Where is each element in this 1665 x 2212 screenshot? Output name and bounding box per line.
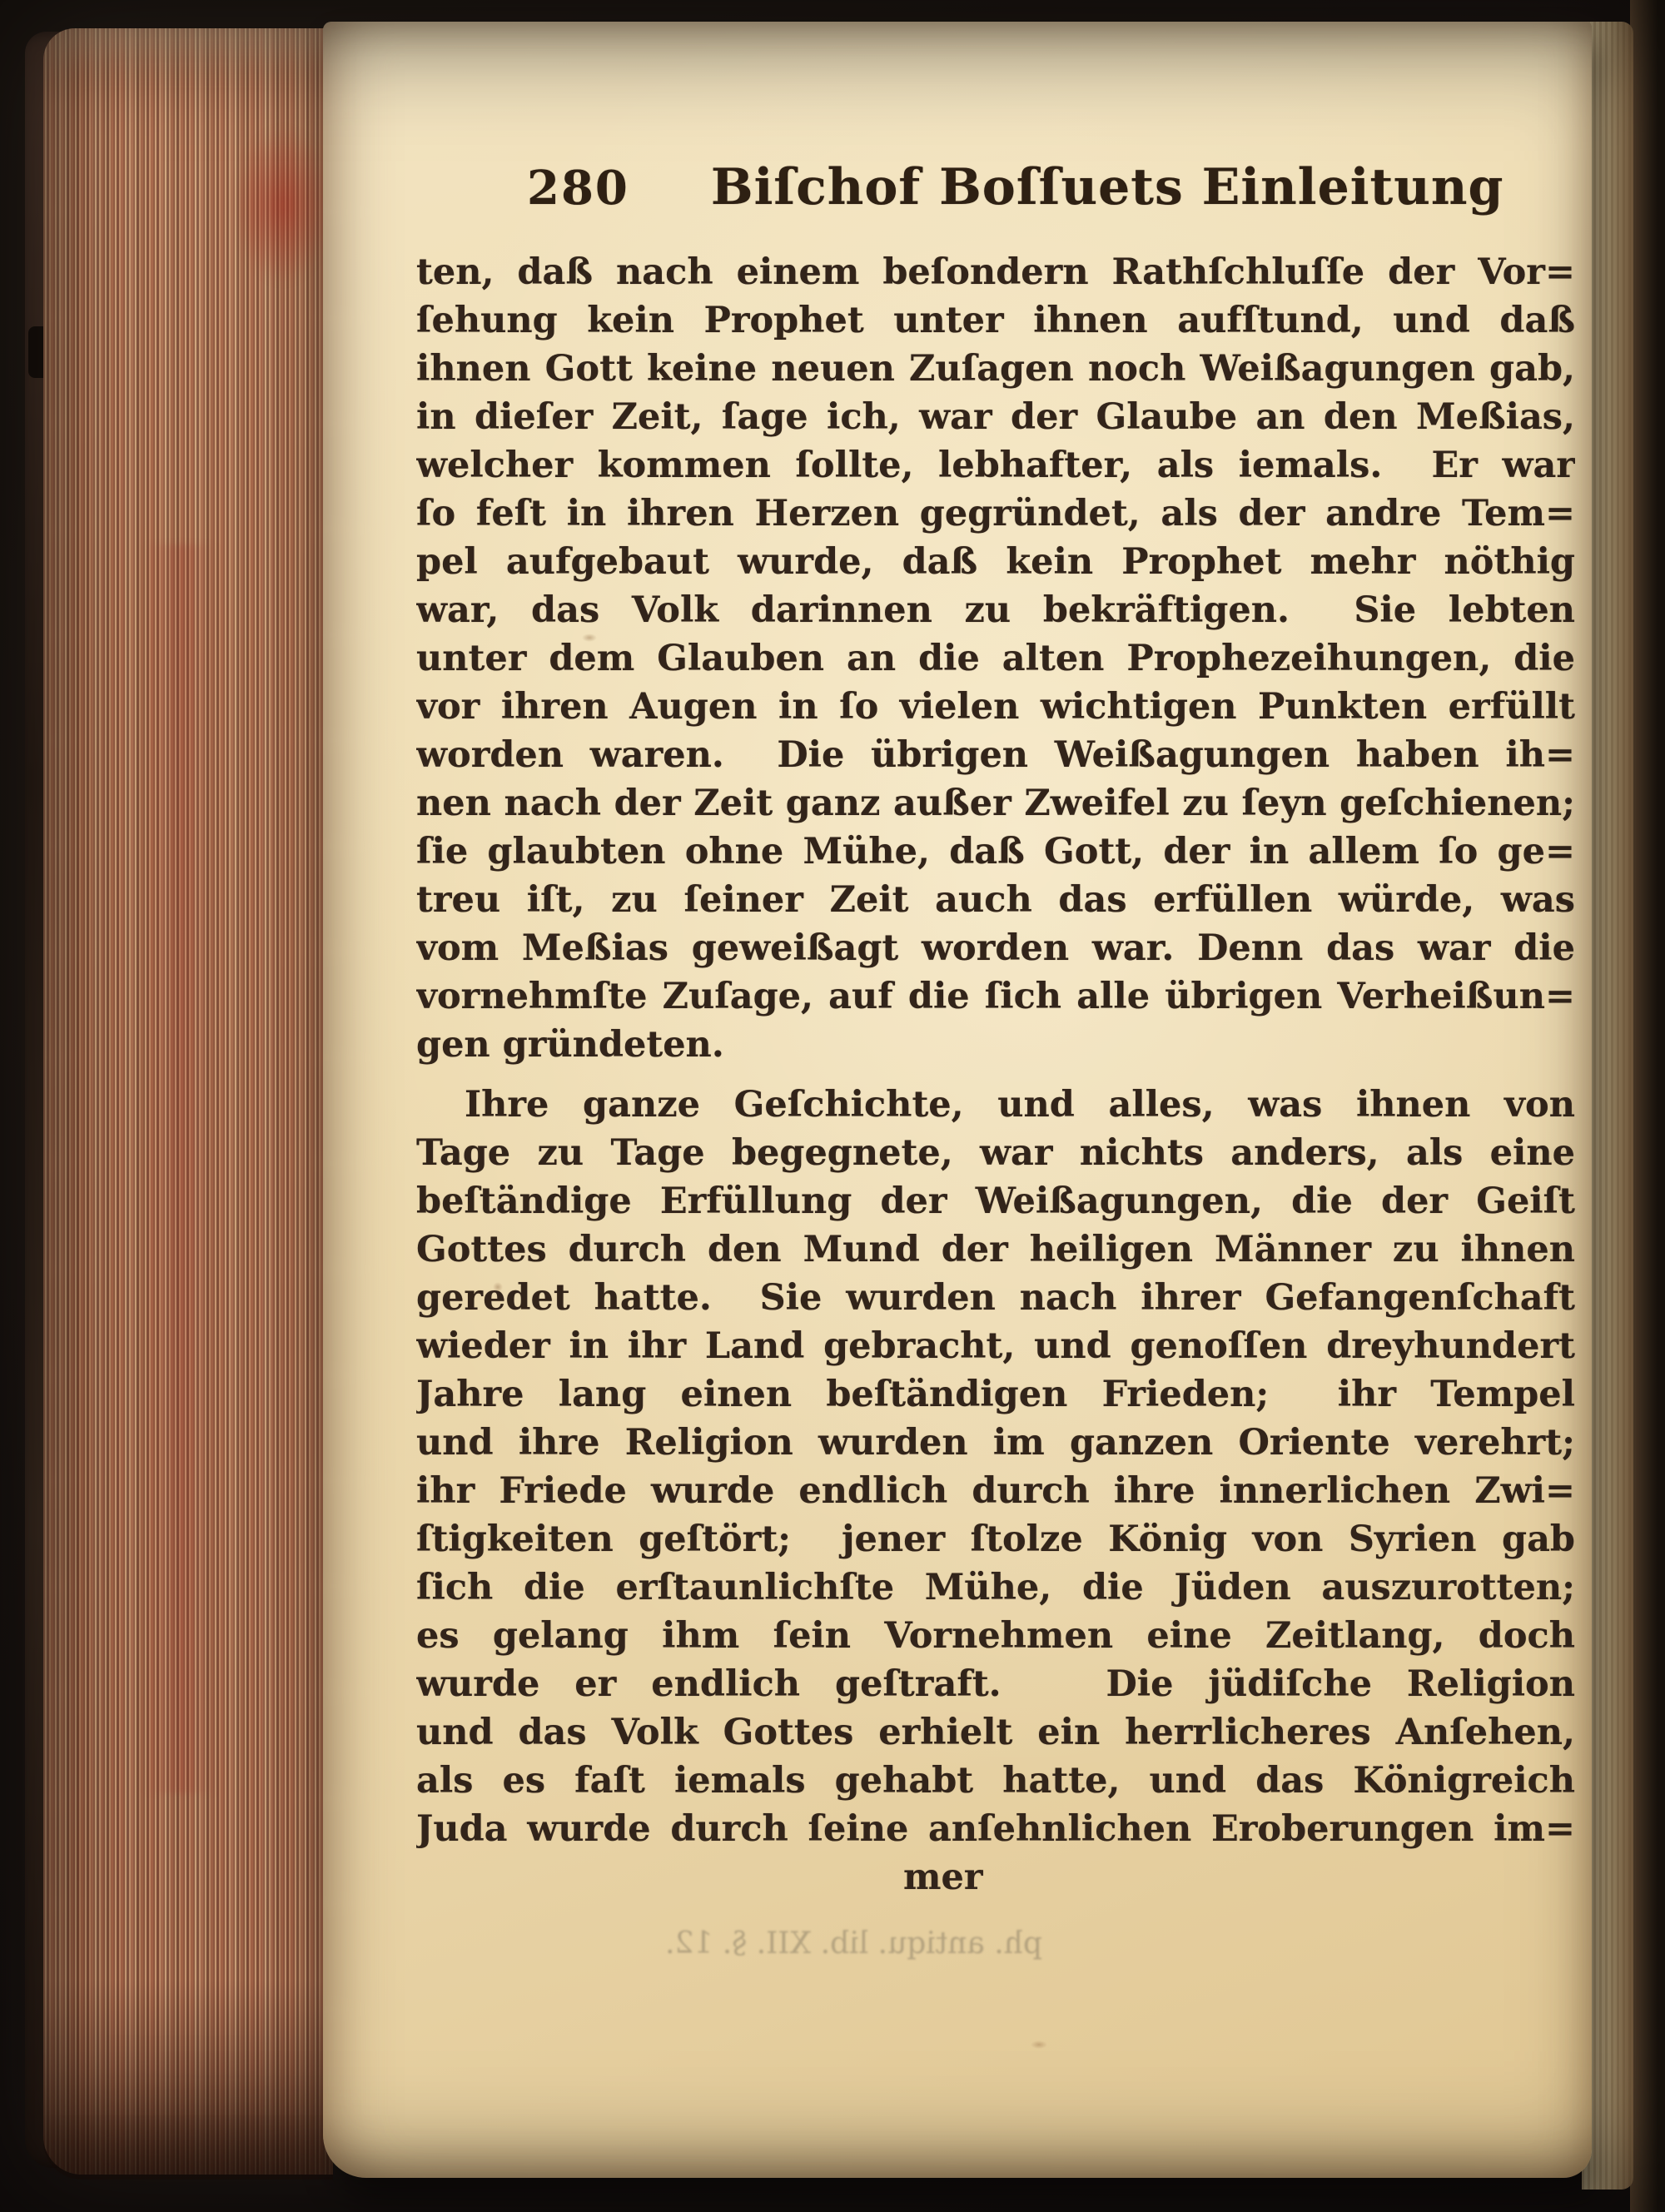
text-line: gen gründeten. — [416, 1024, 724, 1066]
text-line: ſie glaubten ohne Mühe, daß Gott, der in allem ſo ge= — [416, 831, 1575, 872]
text-line: als es faſt iemals gehabt hatte, und das Königreich — [416, 1760, 1575, 1802]
text-line: und das Volk Gottes erhielt ein herrlicheres Anſehen, — [416, 1712, 1575, 1753]
text-line: ſtigkeiten geſtört; jener ſtolze König von Syrien gab — [416, 1519, 1575, 1560]
text-line: Jahre lang einen beſtändigen Frieden; ihr Tempel — [416, 1374, 1575, 1415]
photo-right-frame — [1630, 0, 1665, 2212]
running-title: Biſchof Boſſuets Einleitung — [710, 158, 1504, 216]
text-line: pel aufgebaut wurde, daß kein Prophet mehr nöthig — [416, 541, 1575, 583]
text-line: wurde er endlich geſtraft. Die jüdiſche Religion — [416, 1663, 1575, 1705]
text-line: in dieſer Zeit, ſage ich, war der Glaube an den Meßias, — [416, 396, 1575, 438]
text-line: unter dem Glauben an die alten Prophezeihungen, die — [416, 638, 1575, 679]
text-line: welcher kommen ſollte, lebhafter, als iemals. Er war — [416, 445, 1575, 486]
paragraph-2 — [416, 1081, 1575, 1853]
text-line: ſehung kein Prophet unter ihnen aufſtund, und daß — [416, 300, 1575, 341]
text-line: ſo feſt in ihren Herzen gegründet, als der andre Tem= — [416, 493, 1575, 534]
body-text-block — [416, 248, 1575, 1968]
text-line: und ihre Religion wurden im ganzen Oriente verehrt; — [416, 1422, 1575, 1464]
text-line: ihnen Gott keine neuen Zuſagen noch Weißagungen gab, — [416, 348, 1575, 390]
text-line: worden waren. Die übrigen Weißagungen haben ih= — [416, 734, 1575, 776]
red-marbling-streak — [233, 127, 333, 285]
fore-edge-page-stack — [43, 28, 333, 2175]
red-marbling-band — [143, 544, 218, 1793]
text-line: Ihre ganze Geſchichte, und alles, was ihnen von — [465, 1084, 1575, 1126]
catchword: mer — [903, 1857, 983, 1898]
text-line: vornehmſte Zuſage, auf die ſich alle übrigen Verheißun= — [416, 976, 1575, 1017]
text-line: war, das Volk darinnen zu bekräftigen. Sie lebten — [416, 589, 1575, 631]
text-line: es gelang ihm ſein Vornehmen eine Zeitlang, doch — [416, 1615, 1575, 1657]
text-line: beſtändige Erfüllung der Weißagungen, die der Geiſt — [416, 1181, 1575, 1222]
text-line: vor ihren Augen in ſo vielen wichtigen Punkten erfüllt — [416, 686, 1575, 728]
stack-bottom-shadow — [43, 1980, 333, 2180]
text-line: Tage zu Tage begegnete, war nichts anders, als eine — [416, 1132, 1575, 1174]
page-number: 280 — [527, 161, 629, 216]
text-line: vom Meßias geweißagt worden war. Denn das war die — [416, 927, 1575, 969]
text-line: ihr Friede wurde endlich durch ihre innerlichen Zwi= — [416, 1470, 1575, 1512]
text-line: Juda wurde durch ſeine anſehnlichen Eroberungen im= — [416, 1808, 1575, 1850]
text-line: ſich die erſtaunlichſte Mühe, die Jüden auszurotten; — [416, 1567, 1575, 1608]
page-header — [323, 158, 1592, 216]
text-line: ten, daß nach einem beſondern Rathſchluſſe der Vor= — [416, 251, 1575, 293]
paragraph-1 — [416, 248, 1575, 1069]
text-line: Gottes durch den Mund der heiligen Männer zu ihnen — [416, 1229, 1575, 1270]
text-line: treu iſt, zu ſeiner Zeit auch das erfüllen würde, was — [416, 879, 1575, 921]
text-line: nen nach der Zeit ganz außer Zweifel zu ſeyn geſchienen; — [416, 783, 1575, 824]
text-line: wieder in ihr Land gebracht, und genoſſen dreyhundert — [416, 1325, 1575, 1367]
bleed-through-text: ph. antiqu. lib. XII. §. 12. — [665, 1926, 1042, 1961]
scanned-page — [323, 22, 1592, 2178]
text-line: geredet hatte. Sie wurden nach ihrer Gefangenſchaft — [416, 1277, 1575, 1319]
